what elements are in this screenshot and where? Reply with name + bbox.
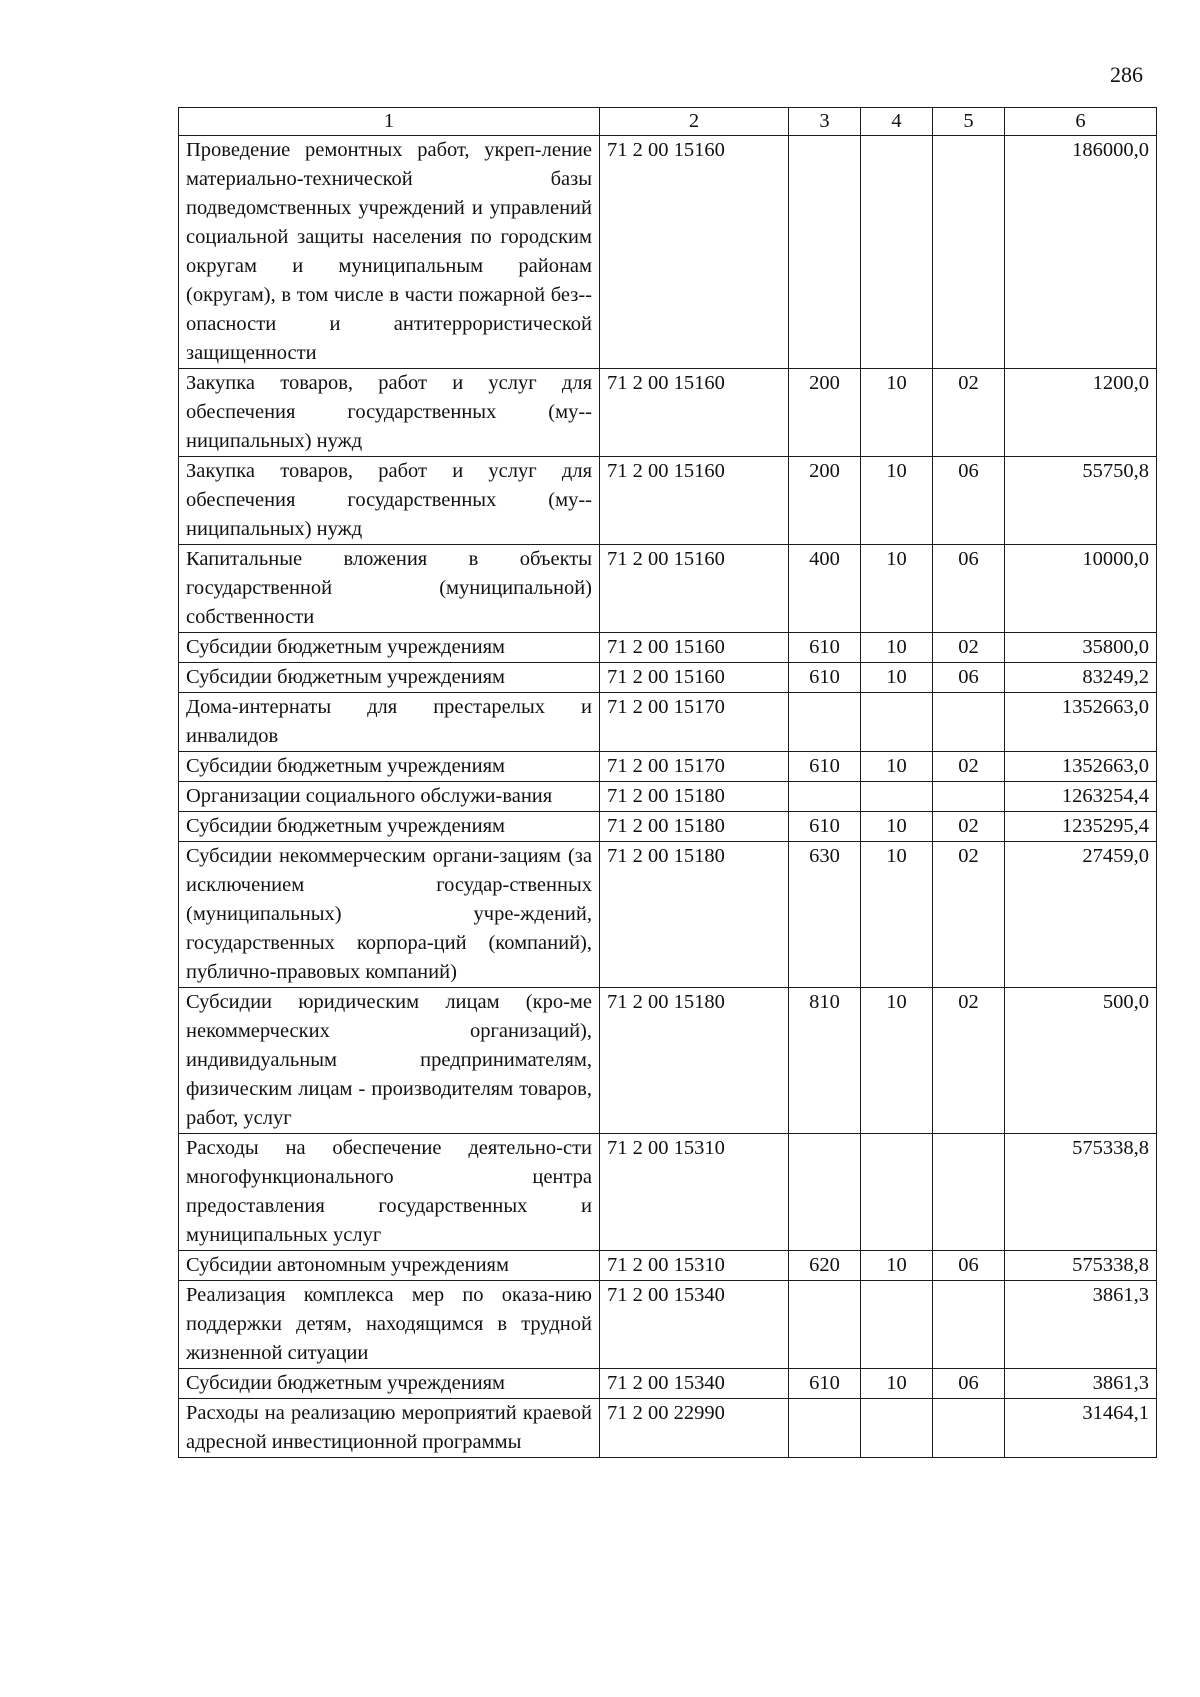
row-subsection-cell: 02 [933,812,1005,842]
row-sum-cell: 3861,3 [1005,1369,1157,1399]
row-subsection-cell: 06 [933,1369,1005,1399]
column-header: 4 [861,108,933,136]
row-sum-cell: 10000,0 [1005,545,1157,633]
row-code-cell: 71 2 00 15310 [600,1134,789,1251]
row-expense-type-cell: 200 [789,457,861,545]
row-name-cell: Капитальные вложения в объекты государственной (муниципальной) собственности [179,545,600,633]
row-expense-type-cell [789,782,861,812]
row-code-cell: 71 2 00 22990 [600,1399,789,1458]
row-section-cell: 10 [861,812,933,842]
table-row [179,812,1157,842]
row-name-cell: Закупка товаров, работ и услуг для обеспечения государственных (му-ниципальных) нужд [179,369,600,457]
row-expense-type-cell [789,1134,861,1251]
budget-table [178,107,1157,1458]
row-name-cell: Субсидии бюджетным учреждениям [179,663,600,693]
row-section-cell: 10 [861,545,933,633]
table-header-row [179,108,1157,136]
row-code-cell: 71 2 00 15170 [600,693,789,752]
row-expense-type-cell: 610 [789,663,861,693]
row-code-cell: 71 2 00 15180 [600,812,789,842]
row-name-cell: Дома-интернаты для престарелых и инвалидов [179,693,600,752]
row-expense-type-cell: 810 [789,988,861,1134]
row-expense-type-cell [789,693,861,752]
row-section-cell [861,782,933,812]
row-name-cell: Субсидии бюджетным учреждениям [179,752,600,782]
row-name-cell: Субсидии бюджетным учреждениям [179,633,600,663]
row-section-cell: 10 [861,369,933,457]
column-header: 1 [179,108,600,136]
column-header: 3 [789,108,861,136]
table-row [179,1369,1157,1399]
row-code-cell: 71 2 00 15180 [600,842,789,988]
column-header: 2 [600,108,789,136]
row-subsection-cell: 02 [933,369,1005,457]
row-sum-cell: 575338,8 [1005,1251,1157,1281]
row-code-cell: 71 2 00 15170 [600,752,789,782]
column-header: 6 [1005,108,1157,136]
row-subsection-cell: 06 [933,545,1005,633]
row-name-cell: Расходы на реализацию мероприятий краевой адресной инвестиционной программы [179,1399,600,1458]
row-section-cell: 10 [861,663,933,693]
row-subsection-cell: 02 [933,842,1005,988]
row-sum-cell: 31464,1 [1005,1399,1157,1458]
row-subsection-cell: 02 [933,752,1005,782]
row-expense-type-cell: 200 [789,369,861,457]
row-subsection-cell: 02 [933,988,1005,1134]
row-expense-type-cell [789,1399,861,1458]
row-sum-cell: 500,0 [1005,988,1157,1134]
row-expense-type-cell [789,136,861,369]
table-body [179,136,1157,1458]
table-row [179,988,1157,1134]
row-subsection-cell: 02 [933,633,1005,663]
row-section-cell: 10 [861,842,933,988]
table-row [179,1251,1157,1281]
row-section-cell: 10 [861,633,933,663]
table-row [179,457,1157,545]
row-section-cell: 10 [861,1369,933,1399]
table-row [179,663,1157,693]
table-row [179,136,1157,369]
row-sum-cell: 55750,8 [1005,457,1157,545]
row-name-cell: Реализация комплекса мер по оказа-нию поддержки детям, находящимся в трудной жизненной ситуации [179,1281,600,1369]
row-sum-cell: 186000,0 [1005,136,1157,369]
row-name-cell: Субсидии юридическим лицам (кро-ме некоммерческих организаций), индивидуальным предпринимателям, физическим лицам - производителям товаров, работ, услуг [179,988,600,1134]
row-subsection-cell [933,782,1005,812]
row-expense-type-cell: 610 [789,1369,861,1399]
row-name-cell: Расходы на обеспечение деятельно-сти многофункционального центра предоставления государственных и муниципальных услуг [179,1134,600,1251]
row-name-cell: Субсидии бюджетным учреждениям [179,812,600,842]
row-sum-cell: 35800,0 [1005,633,1157,663]
row-section-cell: 10 [861,988,933,1134]
row-section-cell [861,136,933,369]
row-subsection-cell [933,1134,1005,1251]
row-subsection-cell: 06 [933,1251,1005,1281]
row-section-cell: 10 [861,457,933,545]
table-row [179,782,1157,812]
row-section-cell: 10 [861,1251,933,1281]
row-name-cell: Субсидии бюджетным учреждениям [179,1369,600,1399]
row-subsection-cell [933,693,1005,752]
row-section-cell: 10 [861,752,933,782]
table-row [179,1134,1157,1251]
row-code-cell: 71 2 00 15160 [600,369,789,457]
row-subsection-cell [933,1399,1005,1458]
row-section-cell [861,693,933,752]
row-expense-type-cell: 610 [789,633,861,663]
table-row [179,752,1157,782]
table-row [179,633,1157,663]
table-row [179,369,1157,457]
row-expense-type-cell: 610 [789,812,861,842]
row-sum-cell: 83249,2 [1005,663,1157,693]
row-code-cell: 71 2 00 15160 [600,457,789,545]
row-section-cell [861,1399,933,1458]
row-code-cell: 71 2 00 15160 [600,136,789,369]
table-row [179,842,1157,988]
row-name-cell: Организации социального обслужи-вания [179,782,600,812]
table-row [179,1399,1157,1458]
row-code-cell: 71 2 00 15160 [600,663,789,693]
row-expense-type-cell: 620 [789,1251,861,1281]
row-sum-cell: 1352663,0 [1005,693,1157,752]
row-name-cell: Закупка товаров, работ и услуг для обеспечения государственных (му-ниципальных) нужд [179,457,600,545]
row-name-cell: Субсидии автономным учреждениям [179,1251,600,1281]
row-sum-cell: 27459,0 [1005,842,1157,988]
column-header: 5 [933,108,1005,136]
row-sum-cell: 1352663,0 [1005,752,1157,782]
row-sum-cell: 1263254,4 [1005,782,1157,812]
row-section-cell [861,1134,933,1251]
table-row [179,1281,1157,1369]
row-sum-cell: 3861,3 [1005,1281,1157,1369]
row-code-cell: 71 2 00 15340 [600,1281,789,1369]
row-code-cell: 71 2 00 15180 [600,782,789,812]
row-expense-type-cell: 610 [789,752,861,782]
row-code-cell: 71 2 00 15180 [600,988,789,1134]
row-expense-type-cell: 630 [789,842,861,988]
table-row [179,693,1157,752]
row-sum-cell: 1235295,4 [1005,812,1157,842]
page-number: 286 [1110,62,1143,87]
row-subsection-cell [933,1281,1005,1369]
row-expense-type-cell [789,1281,861,1369]
row-expense-type-cell: 400 [789,545,861,633]
row-subsection-cell [933,136,1005,369]
row-code-cell: 71 2 00 15310 [600,1251,789,1281]
row-code-cell: 71 2 00 15340 [600,1369,789,1399]
row-code-cell: 71 2 00 15160 [600,633,789,663]
row-name-cell: Проведение ремонтных работ, укреп-ление материально-технической базы подведомственных учреждений и управлений социальной защиты населения по городским округам и муниципальным районам (округам), в том числе в части пожарной без-опасности и антитеррористической защищенности [179,136,600,369]
row-sum-cell: 1200,0 [1005,369,1157,457]
table-row [179,545,1157,633]
row-name-cell: Субсидии некоммерческим органи-зациям (за исключением государ-ственных (муниципальных) учре-ждений, государственных корпора-ций (компаний), публично-правовых компаний) [179,842,600,988]
row-code-cell: 71 2 00 15160 [600,545,789,633]
row-section-cell [861,1281,933,1369]
row-subsection-cell: 06 [933,663,1005,693]
row-sum-cell: 575338,8 [1005,1134,1157,1251]
row-subsection-cell: 06 [933,457,1005,545]
